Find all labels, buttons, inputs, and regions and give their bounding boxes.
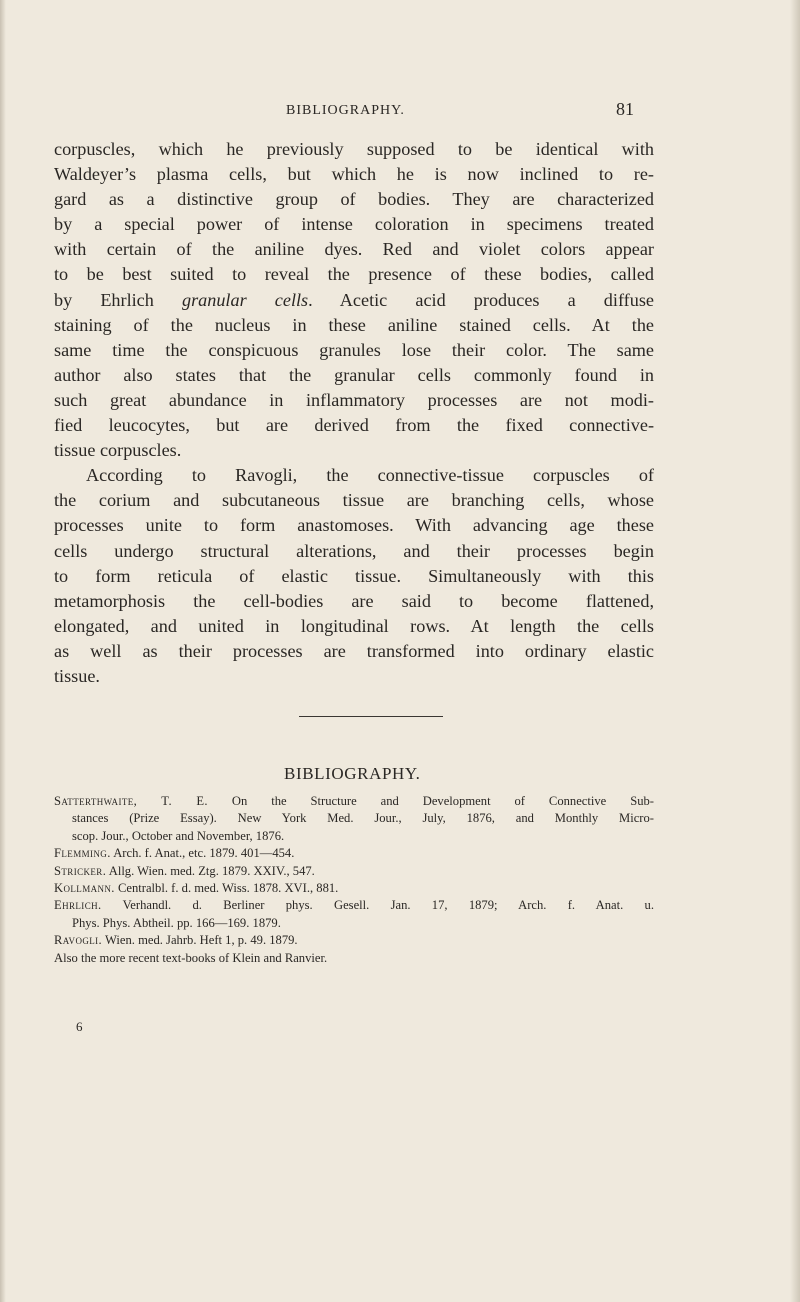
bibliography-line: stances (Prize Essay). New York Med. Jour., July, 1876, and Monthly Micro- — [72, 811, 654, 826]
bibliography-author: Stricker. — [54, 863, 107, 878]
body-line: such great abundance in inflammatory processes are not modi- — [54, 389, 654, 410]
body-line: According to Ravogli, the connective-tissue corpuscles of — [86, 465, 654, 486]
body-line: metamorphosis the cell-bodies are said to become flattened, — [54, 590, 654, 611]
bibliography-line: Phys. Phys. Abtheil. pp. 166—169. 1879. — [72, 915, 281, 930]
bibliography-line — [54, 863, 654, 880]
bibliography-entry — [54, 897, 654, 932]
body-line: to be best suited to reveal the presence of these bodies, called — [54, 264, 654, 285]
body-line: to form reticula of elastic tissue. Simultaneously with this — [54, 565, 654, 586]
bibliography-line — [54, 880, 654, 897]
emphasis-granular-cells: granular cells — [181, 289, 309, 310]
body-text — [54, 137, 654, 689]
bibliography-citation: Verhandl. d. Berliner phys. Gesell. Jan. 17, 1879; Arch. f. Anat. u. — [101, 898, 654, 913]
bibliography-line — [54, 932, 654, 949]
bibliography-entry — [54, 845, 654, 862]
body-line: staining of the nucleus in these aniline stained cells. At the — [54, 314, 654, 335]
body-line: processes unite to form anastomoses. With advancing age these — [54, 515, 654, 536]
bibliography-citation: On the Structure and Development of Connective Sub- — [207, 794, 654, 808]
page-edge-left — [0, 0, 6, 1302]
section-divider — [299, 716, 443, 717]
bibliography-citation: Arch. f. Anat., etc. 1879. 401—454. — [110, 846, 295, 861]
body-line: gard as a distinctive group of bodies. They are characterized — [54, 189, 654, 210]
bibliography-author: Kollmann. — [54, 881, 115, 896]
bibliography-citation: Centralbl. f. d. med. Wiss. 1878. XVI., 881. — [114, 881, 339, 896]
body-line: Waldeyer’s plasma cells, but which he is now inclined to re- — [54, 164, 654, 185]
bibliography-line — [54, 793, 654, 810]
bibliography-line — [54, 897, 654, 914]
body-line — [54, 288, 654, 313]
body-line: tissue. — [54, 665, 100, 686]
bibliography-author: Flemming. — [54, 846, 111, 861]
body-line: elongated, and united in longitudinal rows. At length the cells — [54, 615, 654, 636]
bibliography-entry — [54, 932, 654, 949]
bibliography-note: Also the more recent text-books of Klein and Ranvier. — [54, 950, 328, 965]
body-line: cells undergo structural alterations, and their processes begin — [54, 540, 654, 561]
body-line: with certain of the aniline dyes. Red and violet colors appear — [54, 239, 654, 260]
bibliography-citation: Allg. Wien. med. Ztg. 1879. XXIV., 547. — [106, 863, 315, 878]
body-line-start: by Ehrlich — [54, 289, 182, 310]
body-line: corpuscles, which he previously supposed to be identical with — [54, 139, 654, 159]
bibliography-line — [54, 845, 654, 862]
bibliography-citation: Wien. med. Jahrb. Heft 1, p. 49. 1879. — [102, 933, 298, 948]
bibliography-author: Ravogli. — [54, 933, 103, 948]
bibliography-entry — [54, 880, 654, 897]
bibliography-heading: BIBLIOGRAPHY. — [284, 764, 421, 783]
body-line: tissue corpuscles. — [54, 440, 182, 461]
signature-mark: 6 — [76, 1019, 83, 1034]
bibliography-author: Satterthwaite, T. E. — [54, 794, 208, 808]
body-line: by a special power of intense coloration in specimens treated — [54, 214, 654, 235]
body-line: same time the conspicuous granules lose their color. The same — [54, 339, 654, 360]
bibliography-author: Ehrlich. — [54, 898, 102, 913]
page-edge-right — [790, 0, 800, 1302]
body-line: fied leucocytes, but are derived from the fixed connective- — [54, 415, 654, 436]
body-line: author also states that the granular cells commonly found in — [54, 364, 654, 385]
body-line: as well as their processes are transformed into ordinary elastic — [54, 640, 654, 661]
body-line-end: . Acetic acid produces a diffuse — [308, 289, 654, 310]
running-head: BIBLIOGRAPHY. — [286, 103, 405, 118]
bibliography-list — [54, 793, 654, 967]
page-number: 81 — [616, 99, 634, 119]
bibliography-entry — [54, 793, 654, 845]
bibliography-entry — [54, 863, 654, 880]
body-line: the corium and subcutaneous tissue are branching cells, whose — [54, 490, 654, 511]
bibliography-line: scop. Jour., October and November, 1876. — [72, 828, 285, 843]
